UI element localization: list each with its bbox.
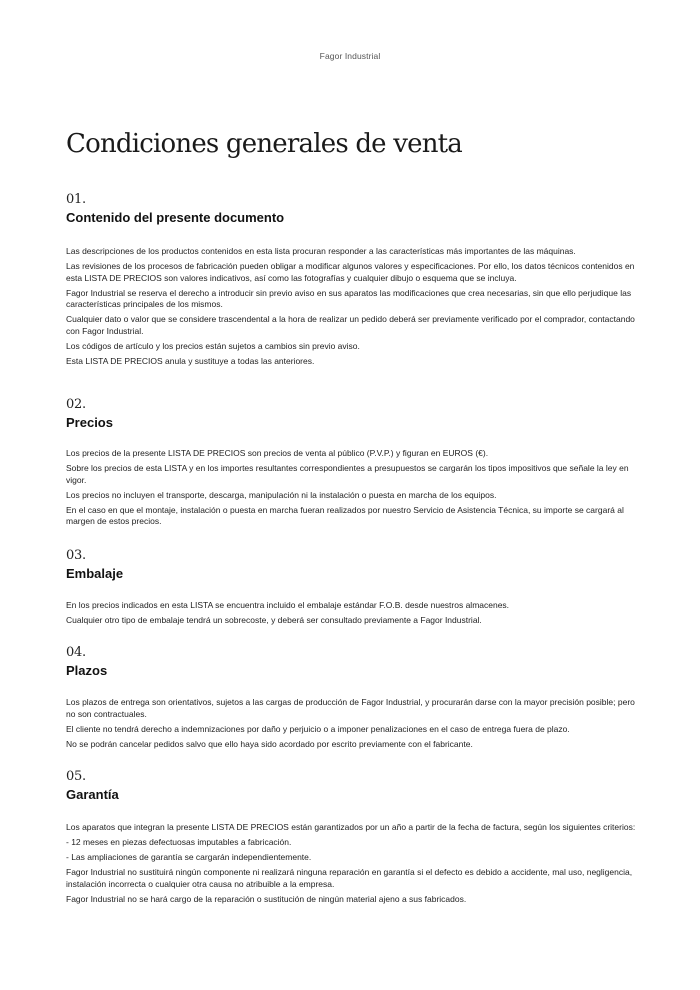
section-heading: Contenido del presente documento <box>66 210 285 225</box>
paragraph: Las revisiones de los procesos de fabricación pueden obligar a modificar algunos valores y especificaciones. Por ello, los datos técnicos contenidos en esta LISTA DE PRECIOS son valores indicativos, así como las fotografías y cualquier dibujo o esquema que se incluya. <box>66 261 635 283</box>
paragraph: Los precios de la presente LISTA DE PRECIOS son precios de venta al público (P.V.P.) y figuran en EUROS (€). <box>66 448 489 458</box>
paragraph: Fagor Industrial no se hará cargo de la reparación o sustitución de ningún material ajeno a sus fabricados. <box>66 893 467 904</box>
paragraph: En los precios indicados en esta LISTA se encuentra incluido el embalaje estándar F.O.B. desde nuestros almacenes. <box>66 600 510 610</box>
paragraph: Los códigos de artículo y los precios están sujetos a cambios sin previo aviso. <box>66 340 360 351</box>
paragraph: Los precios no incluyen el transporte, descarga, manipulación ni la instalación o puesta en marcha de los equipos. <box>66 489 497 500</box>
section-contenido <box>66 192 636 366</box>
paragraph: Los plazos de entrega son orientativos, sujetos a las cargas de producción de Fagor Industrial, y procurarán darse con la mayor precisión posible; pero no son contractuales. <box>66 697 635 719</box>
header-brand: Fagor Industrial <box>319 51 381 61</box>
section-garantia <box>66 769 636 904</box>
paragraph: Esta LISTA DE PRECIOS anula y sustituye a todas las anteriores. <box>66 355 315 366</box>
paragraph: Sobre los precios de esta LISTA y en los importes resultantes correspondientes a presupuestos se cargarán los tipos impositivos que señale la ley en vigor. <box>66 463 629 485</box>
paragraph: Fagor Industrial se reserva el derecho a introducir sin previo aviso en sus aparatos las modificaciones que crea necesarias, sin que ello perjudique las características principales de los mismos. <box>66 287 632 309</box>
paragraph: Cualquier otro tipo de embalaje tendrá un sobrecoste, y deberá ser consultado previamente a Fagor Industrial. <box>66 615 482 625</box>
list-item: - Las ampliaciones de garantía se cargarán independientemente. <box>66 852 312 862</box>
section-number: 03. <box>66 548 86 563</box>
section-body <box>66 822 636 909</box>
section-precios <box>66 397 636 526</box>
section-body <box>66 448 636 531</box>
paragraph: En el caso en que el montaje, instalación o puesta en marcha fueran realizados por nuestro Servicio de Asistencia Técnica, su importe se cargará al margen de estos precios. <box>66 504 624 526</box>
section-number: 04. <box>66 645 86 660</box>
paragraph: No se podrán cancelar pedidos salvo que ello haya sido acordado por escrito previamente con el fabricante. <box>66 738 473 749</box>
paragraph: El cliente no tendrá derecho a indemnizaciones por daño y perjuicio o a imponer penalizaciones en el caso de entrega fuera de plazo. <box>66 723 570 734</box>
page-title: Condiciones generales de venta <box>66 129 462 159</box>
section-heading: Plazos <box>66 663 108 678</box>
section-number: 01. <box>66 192 86 207</box>
section-body <box>66 246 636 371</box>
section-number: 02. <box>66 397 86 412</box>
section-body <box>66 697 636 754</box>
section-body <box>66 600 636 630</box>
paragraph: Las descripciones de los productos contenidos en esta lista procuran responder a las características más importantes de las máquinas. <box>66 246 576 256</box>
list-item: - 12 meses en piezas defectuosas imputables a fabricación. <box>66 837 292 847</box>
paragraph: Los aparatos que integran la presente LISTA DE PRECIOS están garantizados por un año a partir de la fecha de factura, según los siguientes criterios: <box>66 822 636 832</box>
paragraph: Fagor Industrial no sustituirá ningún componente ni realizará ninguna reparación en garantía si el defecto es debido a accidente, mal uso, negligencia, instalación incorrecta o cualquier otra causa no atribuible a la empresa. <box>66 867 633 889</box>
section-heading: Embalaje <box>66 566 124 581</box>
section-plazos <box>66 645 636 749</box>
section-number: 05. <box>66 769 86 784</box>
section-embalaje <box>66 548 636 625</box>
section-heading: Precios <box>66 415 113 430</box>
section-heading: Garantía <box>66 787 119 802</box>
paragraph: Cualquier dato o valor que se considere trascendental a la hora de realizar un pedido deberá ser previamente verificado por el comprador, contactando con Fagor Industrial. <box>66 314 635 336</box>
